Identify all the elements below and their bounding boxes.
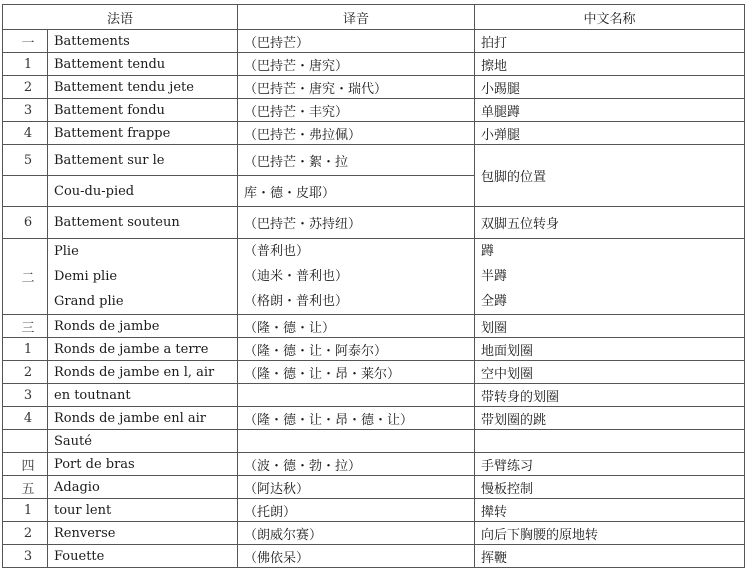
- row-number: 3: [3, 545, 48, 568]
- french-term: tour lent: [48, 499, 238, 522]
- french-term: Adagio: [48, 476, 238, 499]
- chinese-name: 向后下胸腰的原地转: [475, 522, 745, 545]
- french-term: Battement tendu jete: [48, 76, 238, 99]
- french-term: Ronds de jambe: [48, 315, 238, 338]
- transliteration: （隆・德・让・阿泰尔）: [238, 338, 475, 361]
- chinese-name: 全蹲: [481, 294, 508, 309]
- row-number: 6: [3, 207, 48, 239]
- transliteration: （格朗・普利也）: [244, 294, 349, 309]
- french-term: Battement souteun: [48, 207, 238, 239]
- header-row: [3, 5, 745, 30]
- transliteration: （普利也）: [244, 244, 310, 259]
- glossary-table: [2, 4, 745, 568]
- chinese-name: 小弹腿: [475, 122, 745, 145]
- table-row: [3, 53, 745, 76]
- transliteration: （巴持芒）: [238, 30, 475, 53]
- transliteration: （巴持芒・唐究・瑞代）: [238, 76, 475, 99]
- transliteration-group: [238, 239, 475, 315]
- french-term: Sauté: [48, 430, 238, 453]
- table-row-group: [3, 239, 745, 315]
- row-number: 四: [3, 453, 48, 476]
- chinese-name: 包脚的位置: [475, 145, 745, 207]
- french-term: Demi plie: [54, 269, 118, 284]
- chinese-name: 慢板控制: [475, 476, 745, 499]
- chinese-name: 擦地: [475, 53, 745, 76]
- chinese-name-group: [475, 239, 745, 315]
- row-number: 一: [3, 30, 48, 53]
- table-row: [3, 453, 745, 476]
- chinese-name: 小踢腿: [475, 76, 745, 99]
- row-number: 1: [3, 499, 48, 522]
- row-number: 二: [3, 239, 48, 315]
- table-row: [3, 522, 745, 545]
- row-number: 2: [3, 361, 48, 384]
- row-number: 5: [3, 145, 48, 176]
- header-transliteration: 译音: [238, 5, 475, 30]
- french-term: Ronds de jambe en l, air: [48, 361, 238, 384]
- table-row: [3, 384, 745, 407]
- transliteration: （迪米・普利也）: [244, 269, 349, 284]
- transliteration: （托朗）: [238, 499, 475, 522]
- row-number: 2: [3, 76, 48, 99]
- transliteration: （巴持芒・苏持纽）: [238, 207, 475, 239]
- table-row: [3, 499, 745, 522]
- chinese-name: 带转身的划圈: [475, 384, 745, 407]
- transliteration: [238, 430, 475, 453]
- transliteration: （朗威尔赛）: [238, 522, 475, 545]
- french-term: en toutnant: [48, 384, 238, 407]
- transliteration: （巴持芒・絮・拉: [238, 145, 475, 176]
- chinese-name: 手臂练习: [475, 453, 745, 476]
- french-term-group: [48, 239, 238, 315]
- table-row: [3, 338, 745, 361]
- chinese-name: 空中划圈: [475, 361, 745, 384]
- french-term: Cou-du-pied: [48, 176, 238, 207]
- transliteration: （隆・德・让・昂・莱尔）: [238, 361, 475, 384]
- transliteration: （隆・德・让）: [238, 315, 475, 338]
- chinese-name: 挥鞭: [475, 545, 745, 568]
- table-row: [3, 476, 745, 499]
- row-number: 2: [3, 522, 48, 545]
- table-row: [3, 76, 745, 99]
- header-chinese: 中文名称: [475, 5, 745, 30]
- table-row: [3, 315, 745, 338]
- chinese-name: 拍打: [475, 30, 745, 53]
- row-number: 3: [3, 99, 48, 122]
- row-number: 1: [3, 338, 48, 361]
- french-term: Battement tendu: [48, 53, 238, 76]
- chinese-name: 地面划圈: [475, 338, 745, 361]
- transliteration: （巴持芒・弗拉佩）: [238, 122, 475, 145]
- french-term: Battement sur le: [48, 145, 238, 176]
- table-row: [3, 99, 745, 122]
- header-french: 法语: [3, 5, 238, 30]
- row-number: 4: [3, 407, 48, 430]
- transliteration: [238, 384, 475, 407]
- row-number: 3: [3, 384, 48, 407]
- table-row: [3, 30, 745, 53]
- row-number: 三: [3, 315, 48, 338]
- transliteration: （波・德・勃・拉）: [238, 453, 475, 476]
- french-term: Plie: [54, 244, 79, 259]
- transliteration: （隆・德・让・昂・德・让）: [238, 407, 475, 430]
- table-row: [3, 145, 745, 176]
- row-number: [3, 176, 48, 207]
- french-term: Battement fondu: [48, 99, 238, 122]
- chinese-name: 划圈: [475, 315, 745, 338]
- french-term: Battements: [48, 30, 238, 53]
- french-term: Grand plie: [54, 294, 124, 309]
- row-number: [3, 430, 48, 453]
- table-row: [3, 430, 745, 453]
- table-row: [3, 361, 745, 384]
- transliteration: （巴持芒・丰究）: [238, 99, 475, 122]
- transliteration: （阿达秋）: [238, 476, 475, 499]
- transliteration: （佛依呆）: [238, 545, 475, 568]
- chinese-name: 带划圈的跳: [475, 407, 745, 430]
- table-row: [3, 122, 745, 145]
- chinese-name: 双脚五位转身: [475, 207, 745, 239]
- table-row: [3, 407, 745, 430]
- table-row: [3, 207, 745, 239]
- chinese-name: 单腿蹲: [475, 99, 745, 122]
- french-term: Port de bras: [48, 453, 238, 476]
- chinese-name: 撵转: [475, 499, 745, 522]
- french-term: Renverse: [48, 522, 238, 545]
- transliteration: （巴持芒・唐究）: [238, 53, 475, 76]
- french-term: Battement frappe: [48, 122, 238, 145]
- chinese-name: 蹲: [481, 244, 495, 259]
- french-term: Ronds de jambe a terre: [48, 338, 238, 361]
- chinese-name: 半蹲: [481, 269, 508, 284]
- row-number: 4: [3, 122, 48, 145]
- transliteration: 库・德・皮耶）: [238, 176, 475, 207]
- french-term: Ronds de jambe enl air: [48, 407, 238, 430]
- row-number: 五: [3, 476, 48, 499]
- row-number: 1: [3, 53, 48, 76]
- chinese-name: [475, 430, 745, 453]
- french-term: Fouette: [48, 545, 238, 568]
- table-row: [3, 545, 745, 568]
